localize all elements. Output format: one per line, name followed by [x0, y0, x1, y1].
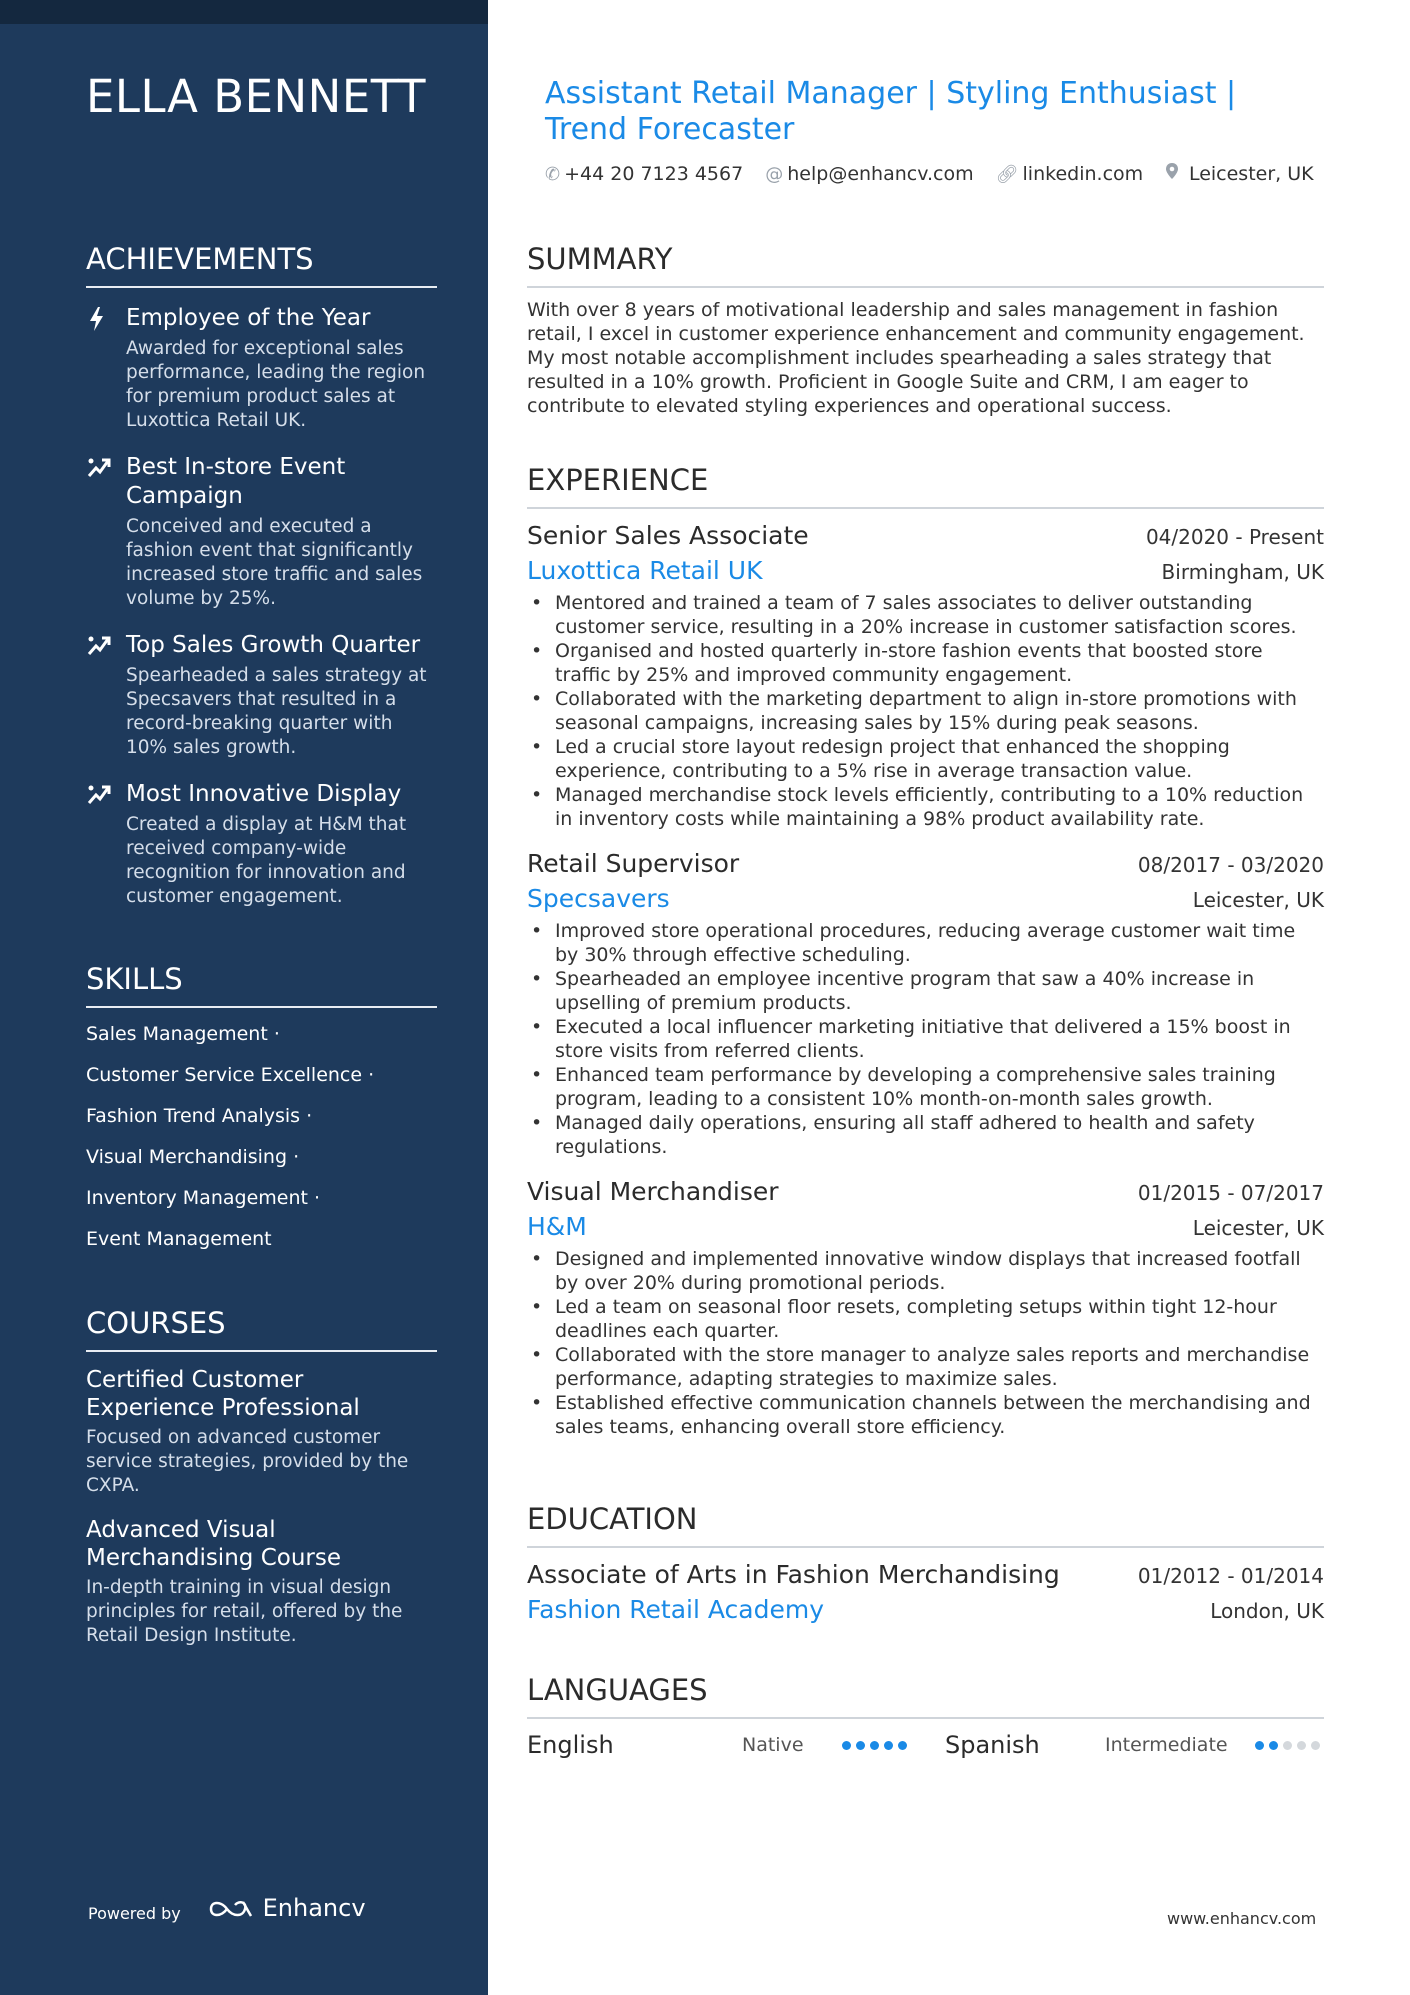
contact-location: Leicester, UK — [1165, 162, 1313, 185]
bullet-item: • Enhanced team performance by developing a comprehensive sales training program, leading to a consistent 10% month-on-month sales growth. — [555, 1063, 1324, 1111]
skills-heading: SKILLS — [86, 962, 437, 1008]
growth-icon — [86, 633, 114, 661]
achievement-item — [86, 631, 437, 760]
achievement-title: Most Innovative Display — [126, 781, 402, 807]
proficiency-dot-filled — [856, 1741, 865, 1750]
sidebar — [0, 0, 488, 1995]
proficiency-dot-empty — [1297, 1741, 1306, 1750]
job-dates: 01/2015 - 07/2017 — [1137, 1181, 1324, 1205]
job-entry — [527, 521, 1324, 831]
proficiency-dot-filled — [1269, 1741, 1278, 1750]
lightning-icon — [86, 306, 114, 334]
job-entry — [527, 849, 1324, 1159]
course-item — [86, 1366, 437, 1498]
bullet-item: • Managed merchandise stock levels efficiently, contributing to a 10% reduction in inventory costs while maintaining a 98% product availability rate. — [555, 783, 1324, 831]
job-location: Leicester, UK — [1192, 1216, 1324, 1240]
proficiency-dot-filled — [898, 1741, 907, 1750]
bullet-item: • Executed a local influencer marketing initiative that delivered a 15% boost in store visits from referred clients. — [555, 1015, 1324, 1063]
proficiency-dot-filled — [884, 1741, 893, 1750]
bullet-item: • Led a team on seasonal floor resets, completing setups within tight 12-hour deadlines each quarter. — [555, 1295, 1324, 1343]
skills-section — [86, 962, 437, 1260]
education-entry — [527, 1560, 1324, 1624]
proficiency-dot-empty — [1311, 1741, 1320, 1750]
achievement-desc: Awarded for exceptional sales performance, leading the region for premium product sales at Luxottica Retail UK. — [126, 338, 426, 431]
skill-item: Event Management — [86, 1228, 272, 1250]
courses-section — [86, 1306, 437, 1648]
job-dates: 04/2020 - Present — [1145, 525, 1324, 549]
achievement-title: Top Sales Growth Quarter — [126, 632, 421, 658]
bullet-item: • Collaborated with the marketing department to align in-store promotions with seasonal campaigns, increasing sales by 15% during peak seasons. — [555, 687, 1324, 735]
course-desc: Focused on advanced customer service strategies, provided by the CXPA. — [86, 1427, 409, 1496]
job-title: Retail Supervisor — [527, 849, 740, 878]
language-item — [527, 1731, 945, 1759]
achievement-desc: Created a display at H&M that received company-wide recognition for innovation and customer engagement. — [126, 814, 407, 907]
bullet-item: • Managed daily operations, ensuring all staff adhered to health and safety regulations. — [555, 1111, 1324, 1159]
proficiency-dot-filled — [870, 1741, 879, 1750]
languages-heading: LANGUAGES — [527, 1673, 1324, 1719]
job-company[interactable]: Luxottica Retail UK — [527, 556, 763, 585]
bullet-item: • Improved store operational procedures, reducing average customer wait time by 30% through effective scheduling. — [555, 919, 1324, 967]
bullet-item: • Spearheaded an employee incentive program that saw a 40% increase in upselling of premium products. — [555, 967, 1324, 1015]
course-title: Certified Customer Experience Professional — [86, 1367, 360, 1421]
course-title: Advanced Visual Merchandising Course — [86, 1517, 341, 1571]
language-proficiency-dots — [842, 1741, 907, 1750]
summary-text: With over 8 years of motivational leadership and sales management in fashion retail, I excel in customer experience enhancement and community engagement. My most notable accomplishment includes spearheading a sales strategy that resulted in a 10% growth. Proficient in Google Suite and CRM, I am eager to contribute to elevated styling experiences and operational success. — [527, 299, 1305, 417]
languages-row — [527, 1731, 1324, 1759]
experience-section — [527, 463, 1324, 1439]
bullet-item: • Organised and hosted quarterly in-store fashion events that boosted store traffic by 25% and improved community engagement. — [555, 639, 1324, 687]
achievement-item — [86, 304, 437, 433]
language-name: English — [527, 1731, 614, 1759]
job-dates: 08/2017 - 03/2020 — [1137, 853, 1324, 877]
achievements-heading: ACHIEVEMENTS — [86, 242, 437, 288]
job-title: Senior Sales Associate — [527, 521, 809, 550]
language-level: Native — [742, 1734, 804, 1756]
courses-heading: COURSES — [86, 1306, 437, 1352]
language-name: Spanish — [945, 1731, 1040, 1759]
proficiency-dot-empty — [1283, 1741, 1292, 1750]
skill-item: Fashion Trend Analysis · — [86, 1105, 313, 1127]
skill-item: Sales Management · — [86, 1023, 280, 1045]
sidebar-top-bar — [0, 0, 488, 24]
proficiency-dot-filled — [842, 1741, 851, 1750]
achievement-title: Best In-store Event Campaign — [126, 454, 346, 509]
experience-heading: EXPERIENCE — [527, 463, 1324, 509]
candidate-name: ELLA BENNETT — [86, 70, 426, 123]
enhancv-logo[interactable] — [207, 1894, 366, 1922]
contact-phone[interactable]: ✆ +44 20 7123 4567 — [545, 163, 744, 185]
course-desc: In-depth training in visual design principles for retail, offered by the Retail Design Institute. — [86, 1577, 403, 1646]
bullet-item: • Collaborated with the store manager to analyze sales reports and merchandise performance, adapting strategies to maximize sales. — [555, 1343, 1324, 1391]
enhancv-brand-text: Enhancv — [262, 1894, 366, 1922]
job-bullets — [527, 591, 1324, 831]
powered-by-label: Powered by — [88, 1904, 181, 1923]
growth-icon — [86, 455, 114, 483]
skill-item: Visual Merchandising · — [86, 1146, 300, 1168]
job-location: Birmingham, UK — [1161, 560, 1324, 584]
achievement-item — [86, 453, 437, 611]
location-icon — [1165, 164, 1185, 185]
degree-title: Associate of Arts in Fashion Merchandising — [527, 1560, 1060, 1589]
link-icon: 🔗︎ — [995, 164, 1019, 185]
summary-heading: SUMMARY — [527, 242, 1324, 288]
achievement-desc: Spearheaded a sales strategy at Specsavers that resulted in a record-breaking quarter with 10% sales growth. — [126, 665, 427, 758]
education-heading: EDUCATION — [527, 1502, 1324, 1548]
achievement-title: Employee of the Year — [126, 305, 371, 331]
growth-icon — [86, 782, 114, 810]
job-company[interactable]: H&M — [527, 1212, 587, 1241]
languages-section — [527, 1673, 1324, 1759]
phone-icon: ✆ — [545, 164, 561, 185]
bullet-item: • Designed and implemented innovative window displays that increased footfall by over 20% during promotional periods. — [555, 1247, 1324, 1295]
footer-url[interactable]: www.enhancv.com — [1167, 1909, 1317, 1928]
skill-item: Customer Service Excellence · — [86, 1064, 375, 1086]
bullet-item: • Mentored and trained a team of 7 sales associates to deliver outstanding customer service, resulting in a 20% increase in customer satisfaction scores. — [555, 591, 1324, 639]
summary-section — [527, 242, 1324, 418]
achievement-item — [86, 780, 437, 909]
education-section — [527, 1502, 1324, 1624]
bullet-item: • Led a crucial store layout redesign project that enhanced the shopping experience, contributing to a 5% rise in average transaction value. — [555, 735, 1324, 783]
headline: Assistant Retail Manager | Styling Enthusiast | Trend Forecaster — [545, 76, 1237, 147]
proficiency-dot-filled — [1255, 1741, 1264, 1750]
contact-email[interactable]: @ help@enhancv.com — [765, 163, 974, 185]
achievement-desc: Conceived and executed a fashion event that significantly increased store traffic and sales volume by 25%. — [126, 516, 423, 609]
education-dates: 01/2012 - 01/2014 — [1137, 1564, 1324, 1588]
bullet-item: • Established effective communication channels between the merchandising and sales teams, enhancing overall store efficiency. — [555, 1391, 1324, 1439]
job-bullets — [527, 1247, 1324, 1439]
education-location: London, UK — [1210, 1599, 1324, 1623]
language-proficiency-dots — [1255, 1741, 1320, 1750]
school-name[interactable]: Fashion Retail Academy — [527, 1595, 825, 1624]
enhancv-logo-icon — [207, 1896, 255, 1922]
course-item — [86, 1516, 437, 1648]
language-item — [945, 1731, 1324, 1759]
language-level: Intermediate — [1105, 1734, 1228, 1756]
job-company[interactable]: Specsavers — [527, 884, 670, 913]
job-entry — [527, 1177, 1324, 1439]
contact-linkedin[interactable]: 🔗︎ linkedin.com — [995, 163, 1144, 185]
at-icon: @ — [765, 164, 784, 185]
achievements-section — [86, 242, 437, 909]
contact-bar — [545, 162, 1330, 185]
skill-item: Inventory Management · — [86, 1187, 321, 1209]
job-location: Leicester, UK — [1192, 888, 1324, 912]
job-title: Visual Merchandiser — [527, 1177, 779, 1206]
job-bullets — [527, 919, 1324, 1159]
